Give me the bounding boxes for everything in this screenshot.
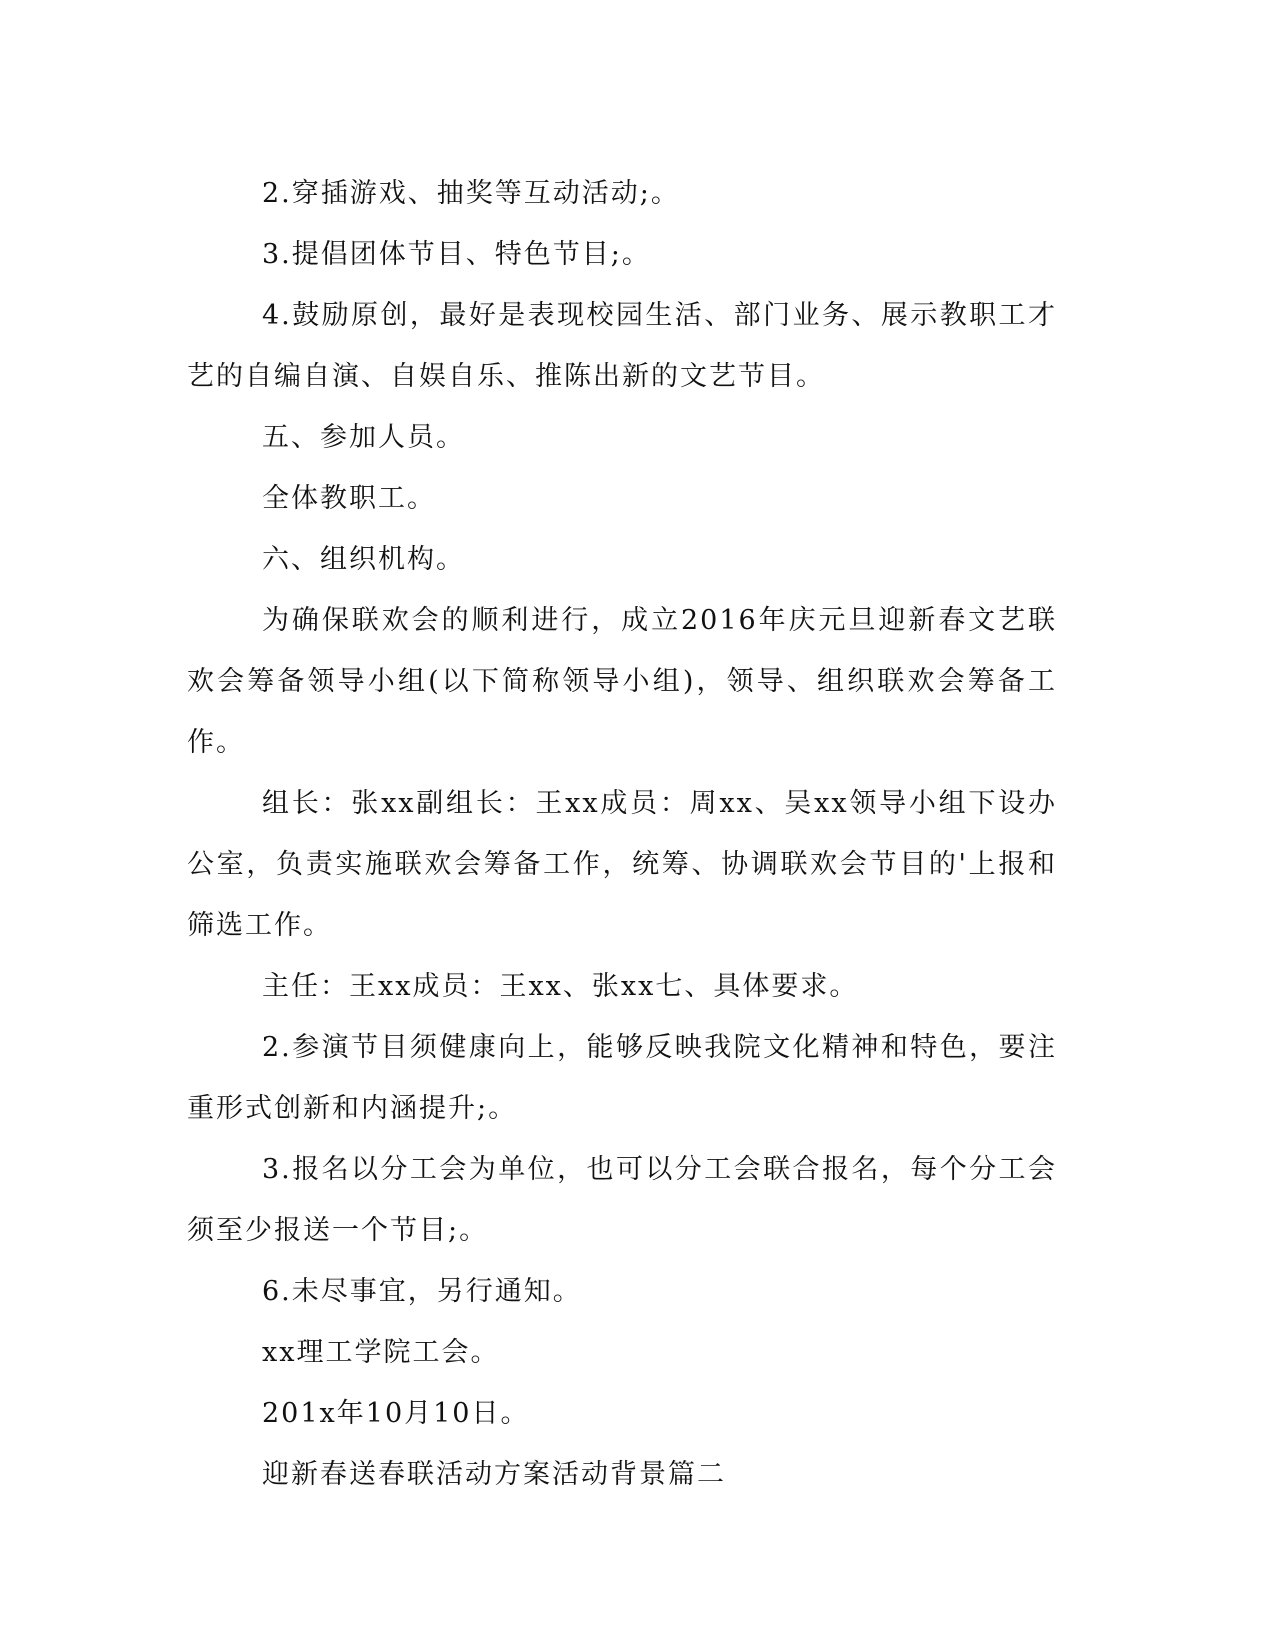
requirement-item-2: 2.参演节目须健康向上，能够反映我院文化精神和特色，要注重形式创新和内涵提升;。 [187,1032,1057,1124]
next-section-title: 迎新春送春联活动方案活动背景篇二 [262,1459,726,1490]
signature-date: 201x年10月10日。 [262,1398,530,1429]
paragraph-participants: 全体教职工。 [262,483,436,514]
paragraph-office-members: 主任：王xx成员：王xx、张xx七、具体要求。 [262,971,859,1002]
paragraph-organization: 为确保联欢会的顺利进行，成立2016年庆元旦迎新春文艺联欢会筹备领导小组(以下简称领导小组)，领导、组织联欢会筹备工作。 [187,605,1057,758]
section-heading-participants: 五、参加人员。 [262,422,465,453]
section-heading-organization: 六、组织机构。 [262,544,465,575]
paragraph-item-3: 3.提倡团体节目、特色节目;。 [262,239,651,270]
paragraph-team-members: 组长：张xx副组长：王xx成员：周xx、吴xx领导小组下设办公室，负责实施联欢会筹备工作，统筹、协调联欢会节目的'上报和筛选工作。 [187,788,1057,941]
document-body [187,163,1057,1505]
signature-organization: xx理工学院工会。 [262,1337,500,1368]
paragraph-item-2: 2.穿插游戏、抽奖等互动活动;。 [262,178,680,209]
requirement-item-6: 6.未尽事宜，另行通知。 [262,1276,582,1307]
requirement-item-3: 3.报名以分工会为单位，也可以分工会联合报名，每个分工会须至少报送一个节目;。 [187,1154,1057,1246]
paragraph-item-4: 4.鼓励原创，最好是表现校园生活、部门业务、展示教职工才艺的自编自演、自娱自乐、推陈出新的文艺节目。 [187,300,1057,392]
